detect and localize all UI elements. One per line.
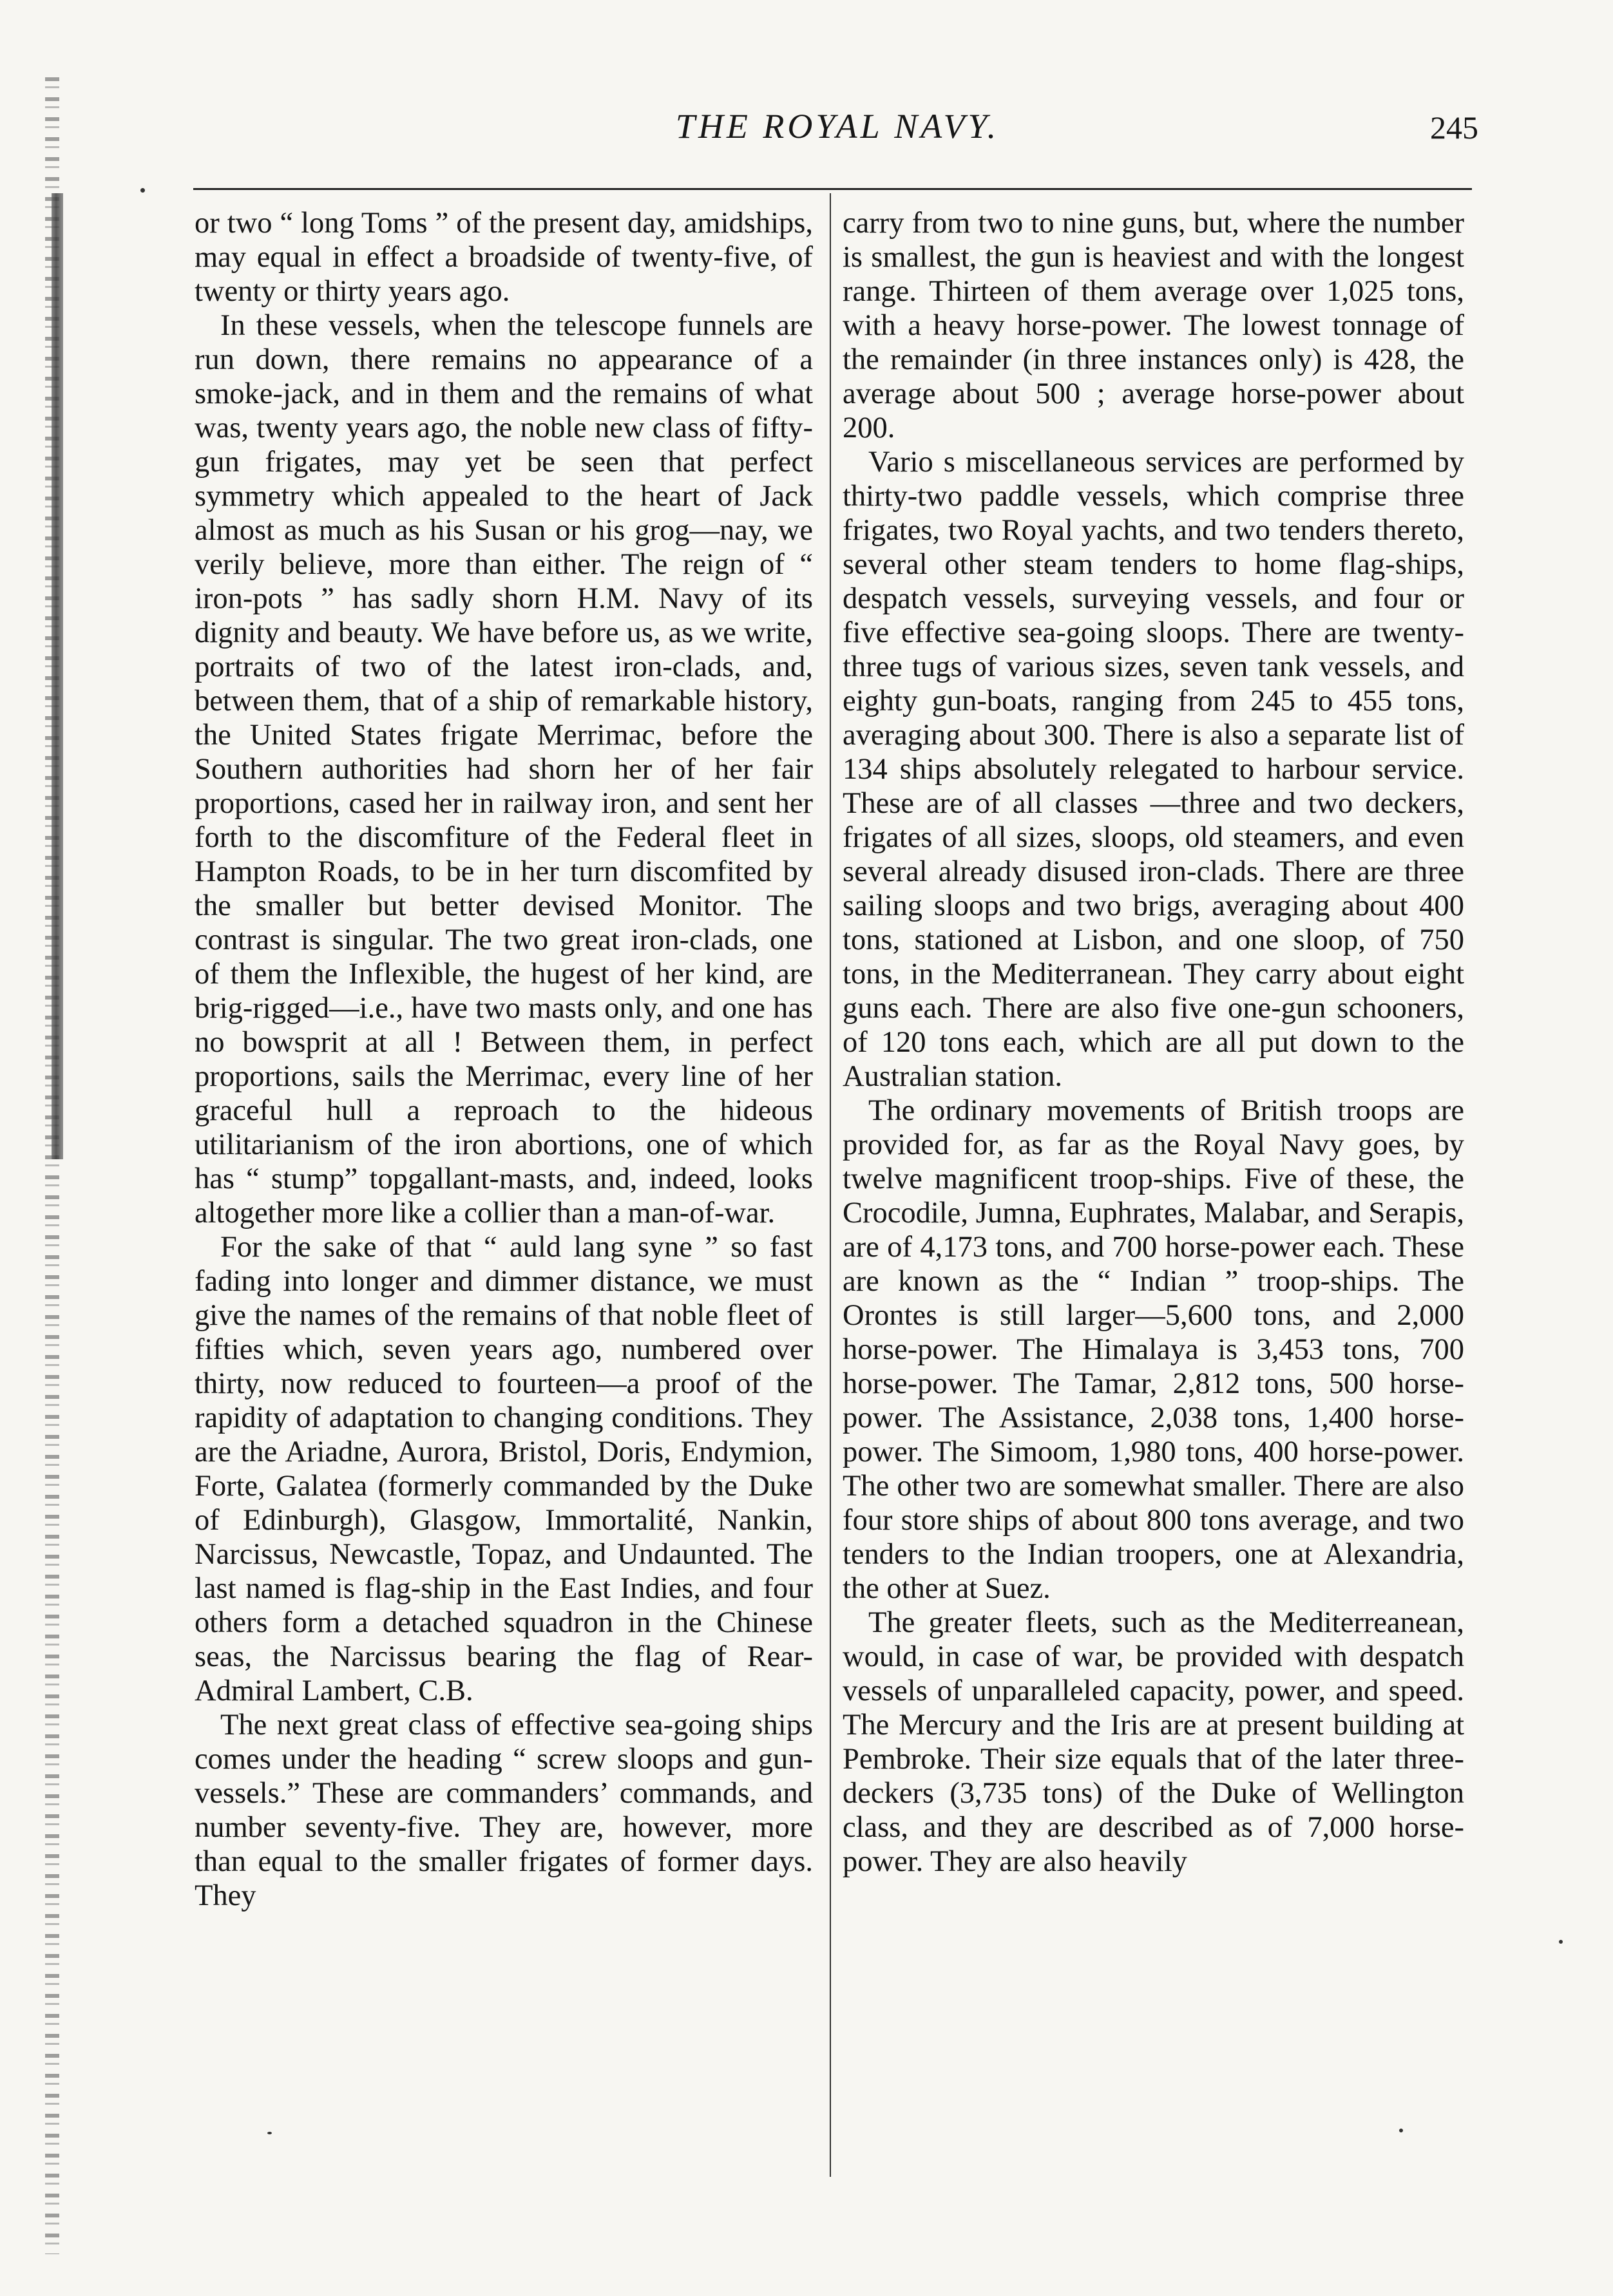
column-divider [830,193,831,2177]
scan-speck [267,2132,272,2134]
paragraph: The next great class of effective sea-going ships comes under the heading “ screw sloops and gun-vessels.” These are commanders’ commands, and number seventy-five. They are, however, more than equal to the smaller frigates of former days. They [195,1709,813,1912]
paragraph: Vario s miscellaneous services are performed by thirty-two paddle vessels, which comprise three frigates, two Royal yachts, and two tenders thereto, several other steam tenders to home flag-ships, despatch vessels, surveying vessels, and four or five effective sea-going sloops. There are twenty-three tugs of various sizes, seven tank vessels, and eighty gun-boats, ranging from 245 to 455 tons, averaging about 300. There is also a separate list of 134 ships absolutely relegated to harbour service. These are of all classes —three and two deckers, frigates of all sizes, sloops, old steamers, and even several already disused iron-clads. There are three sailing sloops and two brigs, averaging about 400 tons, stationed at Lisbon, and one sloop, of 750 tons, in the Mediterranean. They carry about eight guns each. There are also five one-gun schooners, of 120 tons each, which are all put down to the Australian station. [843,446,1464,1093]
page-header [196,106,1478,151]
paragraph: In these vessels, when the telescope funnels are run down, there remains no appearance of a smoke-jack, and in them and the remains of what was, twenty years ago, the noble new class of fifty-gun frigates, may yet be seen that perfect symmetry which appealed to the heart of Jack almost as much as his Susan or his grog—nay, we verily believe, more than either. The reign of “ iron-pots ” has sadly shorn H.M. Navy of its dignity and beauty. We have before us, as we write, portraits of two of the latest iron-clads, and, between them, that of a ship of remarkable history, the United States frigate Merrimac, before the Southern authorities had shorn her of her fair proportions, cased her in railway iron, and sent her forth to the discomfiture of the Federal fleet in Hampton Roads, to be in her turn discomfited by the smaller but better devised Monitor. The contrast is singular. The two great iron-clads, one of them the Inflexible, the hugest of her kind, are brig-rigged—i.e., have two masts only, and one has no bowsprit at all ! Between them, in perfect proportions, sails the Merrimac, every line of her graceful hull a reproach to the hideous utilitarianism of the iron abortions, one of which has “ stump” topgallant-masts, and, indeed, looks altogether more like a collier than a man-of-war. [195,309,813,1229]
running-title: THE ROYAL NAVY. [675,107,1000,146]
scan-speck [1559,1940,1563,1944]
header-rule [193,188,1472,190]
scan-speck [1399,2129,1403,2132]
paragraph: For the sake of that “ auld lang syne ” so fast fading into longer and dimmer distance, we must give the names of the remains of that noble fleet of fifties which, seven years ago, numbered over thirty, now reduced to fourteen—a proof of the rapidity of adaptation to changing conditions. They are the Ariadne, Aurora, Bristol, Doris, Endymion, Forte, Galatea (formerly commanded by the Duke of Edinburgh), Glasgow, Immortalité, Nankin, Narcissus, Newcastle, Topaz, and Undaunted. The last named is flag-ship in the East Indies, and four others form a detached squadron in the Chinese seas, the Narcissus bearing the flag of Rear-Admiral Lambert, C.B. [195,1231,813,1707]
paragraph: or two “ long Toms ” of the present day, amidships, may equal in effect a broadside of twenty-five, of twenty or thirty years ago. [195,207,813,308]
paragraph: The ordinary movements of British troops are provided for, as far as the Royal Navy goes, by twelve magnificent troop-ships. Five of these, the Crocodile, Jumna, Euphrates, Malabar, and Serapis, are of 4,173 tons, and 700 horse-power each. These are known as the “ Indian ” troop-ships. The Orontes is still larger—5,600 tons, and 2,000 horse-power. The Himalaya is 3,453 tons, 700 horse-power. The Tamar, 2,812 tons, 500 horse-power. The Assistance, 2,038 tons, 1,400 horse-power. The Simoom, 1,980 tons, 400 horse-power. The other two are somewhat smaller. There are also four store ships of about 800 tons average, and two tenders to the Indian troopers, one at Alexandria, the other at Suez. [843,1094,1464,1605]
left-column [195,206,813,1913]
paragraph: The greater fleets, such as the Mediterreanean, would, in case of war, be provided with despatch vessels of unparalleled capacity, power, and speed. The Mercury and the Iris are at present building at Pembroke. Their size equals that of the later three-deckers (3,735 tons) of the Duke of Wellington class, and they are described as of 7,000 horse-power. They are also heavily [843,1606,1464,1878]
right-column [843,206,1464,1879]
page-number: 245 [1430,109,1478,146]
scan-speck [140,188,145,193]
paragraph: carry from two to nine guns, but, where the number is smallest, the gun is heaviest and with the longest range. Thirteen of them average over 1,025 tons, with a heavy horse-power. The lowest tonnage of the remainder (in three instances only) is 428, the average about 500 ; average horse-power about 200. [843,207,1464,444]
scanned-binding-shadow [52,193,63,1159]
